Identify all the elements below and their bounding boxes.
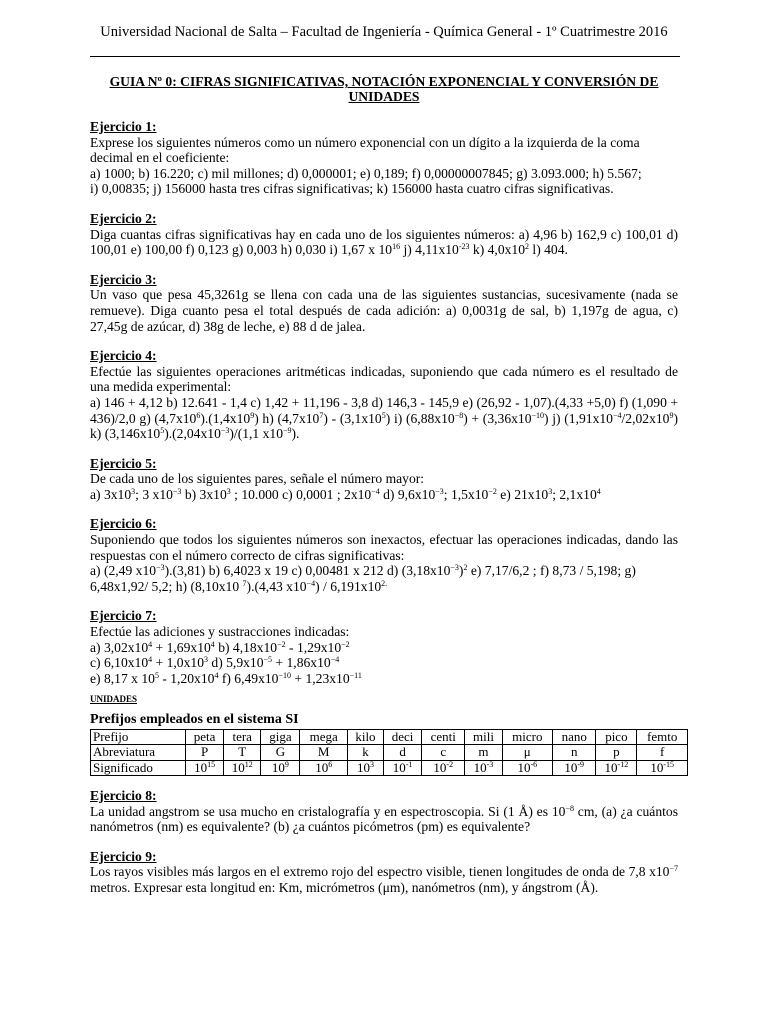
exercise-3-text: Un vaso que pesa 45,3261g se llena con cada una de las siguientes sustancias, sucesivamente (nada se remueve). Diga cuanto pesa el total después de cada adición: a) 0,0031g de sal, b) 1,197g de agua, c) 27,45g de azúcar, d) 38g de leche, e) 88 d de jalea. (90, 287, 678, 334)
exercise-9 (90, 849, 678, 896)
exercise-1 (90, 119, 678, 197)
table-cell: $10^{-9}$ (553, 760, 596, 776)
table-cell: m (465, 745, 502, 761)
exercise-1-line-1: Exprese los siguientes números como un número exponencial con un dígito a la izquierda de la coma decimal en el coeficiente: (90, 134, 640, 166)
table-cell: $10^{12}$ (224, 760, 261, 776)
table-cell: peta (186, 729, 224, 745)
table-cell: T (224, 745, 261, 761)
exercise-7-intro: Efectúe las adiciones y sustracciones indicadas: (90, 624, 350, 640)
table-cell: micro (502, 729, 553, 745)
table-cell: $10^3$ (347, 760, 383, 776)
table-cell: $10^{-3}$ (465, 760, 502, 776)
page-header: Universidad Nacional de Salta – Facultad de Ingeniería - Química General - 1º Cuatrimestre 2016 (100, 24, 668, 40)
guide-title: GUIA Nº 0: CIFRAS SIGNIFICATIVAS, NOTACIÓN EXPONENCIAL Y CONVERSIÓN DE UNIDADES (109, 74, 659, 104)
table-cell: $10^{-15}$ (637, 760, 688, 776)
exercise-5-heading: Ejercicio 5: (90, 455, 157, 471)
exercise-6 (90, 516, 678, 594)
exercise-6-operations: a) (2,49 $x10^{-3}).(3,81)$ b) 6,4023 x 19 c) 0,00481 x 212 d) $(3,18x10^{-3})^2$ e) 7,17/6,2 ; f) 8,73 / 5,198; g) 6,48x1,92/ 5,2; h) (8,10x10 $^7$).(4,43 $x10^{-4}) / 6,191x10^{2.}$ (90, 563, 636, 594)
exercise-5 (90, 456, 678, 503)
exercise-1-line-3: i) 0,00835; j) 156000 hasta tres cifras significativas; k) 156000 hasta cuatro cifras significativas. (90, 181, 614, 197)
table-cell: $10^6$ (300, 760, 347, 776)
table-cell: $10^{-12}$ (596, 760, 637, 776)
table-cell: deci (384, 729, 422, 745)
document-body (90, 74, 678, 910)
units-heading: UNIDADES (90, 694, 138, 705)
row-label: Prefijo (91, 729, 186, 745)
exercise-9-heading: Ejercicio 9: (90, 848, 157, 864)
si-prefix-table-title: Prefijos empleados en el sistema SI (90, 712, 299, 727)
table-cell: μ (502, 745, 553, 761)
table-cell: pico (596, 729, 637, 745)
exercise-4-operations: a) 146 + 4,12 b) 12.641 - 1,4 c) 1,42 + 11,196 - 3,8 d) 146,3 - 145,9 e) (26,92 - 1,07).(4,33 +5,0) f) (1,090 + 436)/2,0 g) $(4,7x10^6).(1,4x10^9)$ h) $(4,7x10^7) - (3,1x10^5)$ i) $(6,88x10^{-8}) + (3,36x10^{-10})$ j) $(1,91x10^{-4}/2,02x10^9)$ k) $(3,146x10^5).(2,04x10^{-3})/(1,1$ $x10^{-9}$). (90, 394, 678, 442)
table-cell: giga (261, 729, 300, 745)
exercise-8-text: La unidad angstrom se usa mucho en cristalografía y en espectroscopia. Si (1 Å) es $10^{-8}$ cm, (a) ¿a cuántos nanómetros (nm) es equivalente? (b) ¿a cuántos picómetros (pm) es equivalente? (90, 803, 678, 835)
table-cell: nano (553, 729, 596, 745)
exercise-8 (90, 788, 678, 835)
table-cell: n (553, 745, 596, 761)
exercise-2 (90, 211, 678, 258)
table-cell: femto (637, 729, 688, 745)
exercise-4-heading: Ejercicio 4: (90, 348, 157, 364)
exercise-3 (90, 272, 678, 334)
exercise-1-heading: Ejercicio 1: (90, 119, 157, 134)
table-cell: c (422, 745, 465, 761)
exercise-7-row-1: a) $3,02x10^4 + 1,69x10^4$ b) $4,18x10^{-2} - 1,29x10^{-2}$ (90, 639, 350, 655)
exercise-5-intro: De cada uno de los siguientes pares, señale el número mayor: (90, 471, 425, 487)
exercise-1-line-2: a) 1000; b) 16.220; c) mil millones; d) 0,000001; e) 0,189; f) 0,00000007845; g) 3.093.000; h) 5.567; (90, 165, 642, 181)
table-cell: mili (465, 729, 502, 745)
exercise-7-row-3: e) 8,17 x $10^5 - 1,20x10^4$ f) $6,49x10^{-10} + 1,23x10^{-11}$ (90, 670, 362, 686)
table-cell: P (186, 745, 224, 761)
table-cell: G (261, 745, 300, 761)
exercise-6-intro: Suponiendo que todos los siguientes números son inexactos, efectuar las operaciones indicadas, dando las respuestas con el número correcto de cifras significativas: (90, 532, 678, 563)
table-cell: $10^{-6}$ (502, 760, 553, 776)
table-cell: p (596, 745, 637, 761)
exercise-3-heading: Ejercicio 3: (90, 271, 157, 287)
meaning-row (91, 760, 688, 776)
exercise-7 (90, 608, 678, 686)
header-rule (90, 56, 680, 57)
exercise-5-pairs: a) $3x10^3$; 3 $x10^{-3}$ b) $3x10^3$ ; 10.000 c) 0,0001 ; $2x10^{-4}$ d) $9,6x10^{-3}$; $1,5x10^{-2}$ e) $21x10^3$; $2,1x10^4$ (90, 486, 601, 502)
table-cell: d (384, 745, 422, 761)
table-cell: M (300, 745, 347, 761)
exercise-7-heading: Ejercicio 7: (90, 608, 157, 624)
si-prefix-table (90, 729, 688, 777)
table-cell: $10^9$ (261, 760, 300, 776)
table-cell: $10^{15}$ (186, 760, 224, 776)
table-cell: kilo (347, 729, 383, 745)
prefix-row (91, 729, 688, 745)
exercise-7-row-2: c) $6,10x10^4 + 1,0x10^3$ d) $5,9x10^{-5} + 1,86x10^{-4}$ (90, 655, 340, 671)
table-cell: $10^{-2}$ (422, 760, 465, 776)
exercise-2-text: Diga cuantas cifras significativas hay en cada uno de los siguientes números: a) 4,96 b) 162,9 c) 100,01 d) 100,01 e) 100,00 f) 0,123 g) 0,003 h) 0,030 i) 1,67 x $10^{16}$ j) $4,11x10^{-23}$ k) $4,0x10^2$ l) 404. (90, 226, 678, 258)
table-cell: tera (224, 729, 261, 745)
table-cell: centi (422, 729, 465, 745)
table-cell: k (347, 745, 383, 761)
exercise-4-intro: Efectúe las siguientes operaciones aritméticas indicadas, suponiendo que cada número es el resultado de una medida experimental: (90, 363, 678, 395)
exercise-2-heading: Ejercicio 2: (90, 210, 157, 226)
table-cell: mega (300, 729, 347, 745)
row-label: Abreviatura (91, 745, 186, 761)
abbreviation-row (91, 745, 688, 761)
table-cell: $10^{-1}$ (384, 760, 422, 776)
exercise-6-heading: Ejercicio 6: (90, 516, 157, 532)
exercise-8-heading: Ejercicio 8: (90, 788, 157, 804)
exercise-4 (90, 348, 678, 442)
exercise-9-text: Los rayos visibles más largos en el extremo rojo del espectro visible, tienen longitudes de onda de 7,8 $x10^{-7}$ metros. Expresar esta longitud en: Km, micrómetros (μm), nanómetros (nm), y ángstrom (Å). (90, 864, 678, 896)
row-label: Significado (91, 760, 186, 776)
table-cell: f (637, 745, 688, 761)
